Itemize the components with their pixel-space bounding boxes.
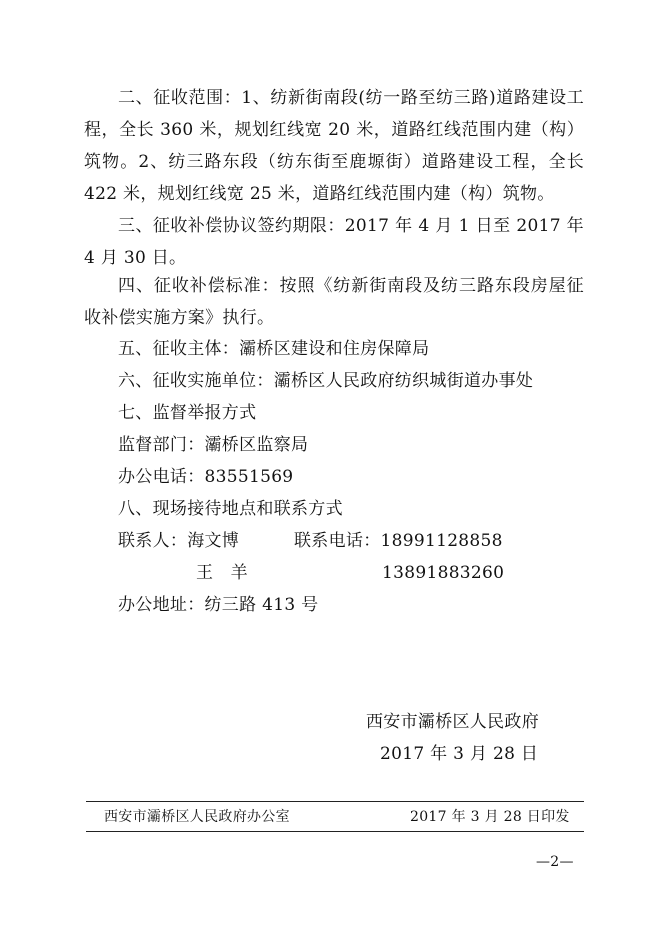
contact-person-2: 王 羊: [196, 563, 248, 583]
contact-phone: 联系电话：18991128858: [294, 531, 503, 551]
page-number: —2—: [536, 854, 574, 870]
footer-top-rule: [86, 801, 584, 802]
paragraph-compensation-standard: 四、征收补偿标准：按照《纺新街南段及纺三路东段房屋征收补偿实施方案》执行。: [84, 276, 584, 328]
paragraph-signing-period: 三、征收补偿协议签约期限：2017 年 4 月 1 日至 2017 年 4 月 30 日。: [84, 216, 584, 268]
footer-issue-date: 2017 年 3 月 28 日印发: [410, 809, 570, 825]
office-address: 办公地址：纺三路 413 号: [118, 595, 319, 615]
signature-date: 2017 年 3 月 28 日: [380, 744, 539, 764]
contact-person: 联系人：海文博: [118, 531, 240, 551]
paragraph-scope: 二、征收范围：1、纺新街南段(纺一路至纺三路)道路建设工程，全长 360 米，规划红线宽 20 米，道路红线范围内建（构）筑物。2、纺三路东段（纺东街至鹿塬街）道路建设工程，全长 422 米，规划红线宽 25 米，道路红线范围内建（构）筑物。: [84, 88, 584, 204]
footer-issuer: 西安市灞桥区人民政府办公室: [104, 809, 290, 825]
office-phone: 办公电话：83551569: [118, 467, 294, 487]
paragraph-subject: 五、征收主体：灞桥区建设和住房保障局: [118, 339, 430, 359]
paragraph-supervision: 七、监督举报方式: [118, 403, 257, 423]
paragraph-implementing-unit: 六、征收实施单位：灞桥区人民政府纺织城街道办事处: [118, 371, 534, 391]
footer-bottom-rule: [86, 831, 584, 832]
contact-phone-2: 13891883260: [382, 563, 505, 583]
signature-org: 西安市灞桥区人民政府: [366, 712, 539, 732]
paragraph-reception: 八、现场接待地点和联系方式: [118, 499, 343, 519]
supervision-department: 监督部门：灞桥区监察局: [118, 435, 309, 455]
